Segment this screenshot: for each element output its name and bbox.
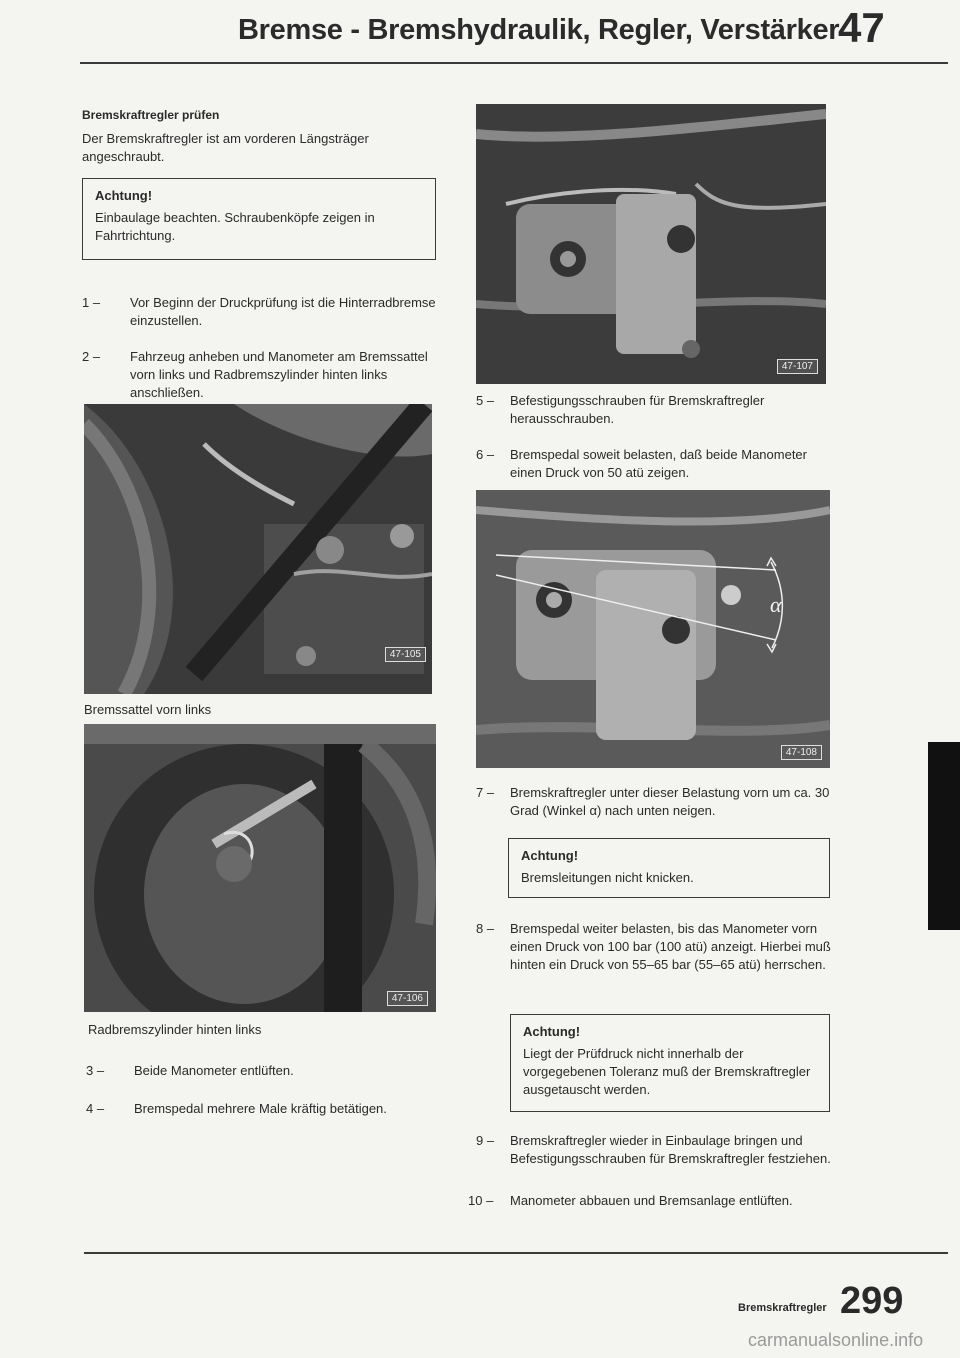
step-text: Vor Beginn der Druckprüfung ist die Hinterradbremse einzustellen. [130, 295, 436, 328]
step-number: 10 – [468, 1193, 494, 1208]
figure-label: 47-107 [777, 359, 818, 374]
photo-brake-regulator-tilted [476, 490, 830, 768]
footer-section-label: Bremskraftregler [738, 1302, 827, 1314]
step-2 [82, 348, 438, 402]
chapter-number: 47 [838, 4, 885, 51]
step-number: 7 – [476, 785, 495, 800]
intro-paragraph: Der Bremskraftregler ist am vorderen Längsträger angeschraubt. [82, 131, 369, 164]
step-text: Manometer abbauen und Bremsanlage entlüften. [510, 1193, 793, 1208]
figure-label: 47-106 [387, 991, 428, 1006]
step-number: 2 – [82, 349, 101, 364]
section-title: Bremskraftregler prüfen [82, 108, 220, 122]
step-number: 1 – [82, 295, 101, 310]
note-title: Achtung! [521, 848, 579, 863]
header-rule [80, 62, 948, 64]
step-6 [476, 446, 836, 482]
footer-rule [84, 1252, 948, 1254]
angle-alpha-marker: α [770, 592, 782, 617]
note-text: Liegt der Prüfdruck nicht innerhalb der vorgegebenen Toleranz muß der Bremskraftregler ausgetauscht werden. [523, 1046, 811, 1097]
step-text: Bremskraftregler unter dieser Belastung vorn um ca. 30 Grad (Winkel α) nach unten neigen. [510, 785, 830, 818]
figure-label: 47-105 [385, 647, 426, 662]
chapter-thumb-tab [928, 742, 960, 930]
note-title: Achtung! [95, 188, 153, 203]
note-text: Bremsleitungen nicht knicken. [521, 870, 694, 885]
step-4 [86, 1100, 442, 1118]
step-text: Befestigungsschrauben für Bremskraftregler herausschrauben. [510, 393, 765, 426]
photo-brake-caliper-front-left [84, 404, 432, 694]
step-text: Bremspedal weiter belasten, bis das Manometer vorn einen Druck von 100 bar (100 atü) anzeigt. Hierbei muß hinten ein Druck von 55–65 bar (55–65 atü) herrschen. [510, 921, 831, 972]
note-box-brake-lines [508, 838, 830, 898]
step-text: Bremspedal soweit belasten, daß beide Manometer einen Druck von 50 atü zeigen. [510, 447, 807, 480]
note-box-mounting [82, 178, 436, 260]
step-text: Bremskraftregler wieder in Einbaulage bringen und Befestigungsschrauben für Bremskraftregler festziehen. [510, 1133, 831, 1166]
step-3 [86, 1062, 442, 1080]
watermark: carmanualsonline.info [748, 1330, 924, 1350]
figure-label: 47-108 [781, 745, 822, 760]
note-text: Einbaulage beachten. Schraubenköpfe zeigen in Fahrtrichtung. [95, 210, 375, 243]
note-title: Achtung! [523, 1024, 581, 1039]
photo-wheel-cylinder-rear-left [84, 724, 436, 1012]
step-number: 9 – [476, 1133, 495, 1148]
step-7 [476, 784, 836, 820]
step-number: 5 – [476, 393, 495, 408]
page-header-title: Bremse - Bremshydraulik, Regler, Verstärker [238, 14, 840, 46]
step-5 [476, 392, 836, 428]
step-9 [476, 1132, 836, 1168]
step-text: Fahrzeug anheben und Manometer am Bremssattel vorn links und Radbremszylinder hinten links anschließen. [130, 349, 428, 400]
step-text: Beide Manometer entlüften. [134, 1063, 294, 1078]
figure-caption: Bremssattel vorn links [84, 702, 212, 717]
step-8 [476, 920, 836, 974]
step-number: 6 – [476, 447, 495, 462]
photo-brake-regulator-mounted [476, 104, 826, 384]
figure-caption: Radbremszylinder hinten links [88, 1022, 262, 1037]
step-1 [82, 294, 438, 330]
step-10 [468, 1192, 836, 1210]
step-number: 3 – [86, 1063, 105, 1078]
page-number: 299 [840, 1280, 904, 1322]
note-box-tolerance [510, 1014, 830, 1112]
step-number: 4 – [86, 1101, 105, 1116]
step-text: Bremspedal mehrere Male kräftig betätigen. [134, 1101, 387, 1116]
step-number: 8 – [476, 921, 495, 936]
